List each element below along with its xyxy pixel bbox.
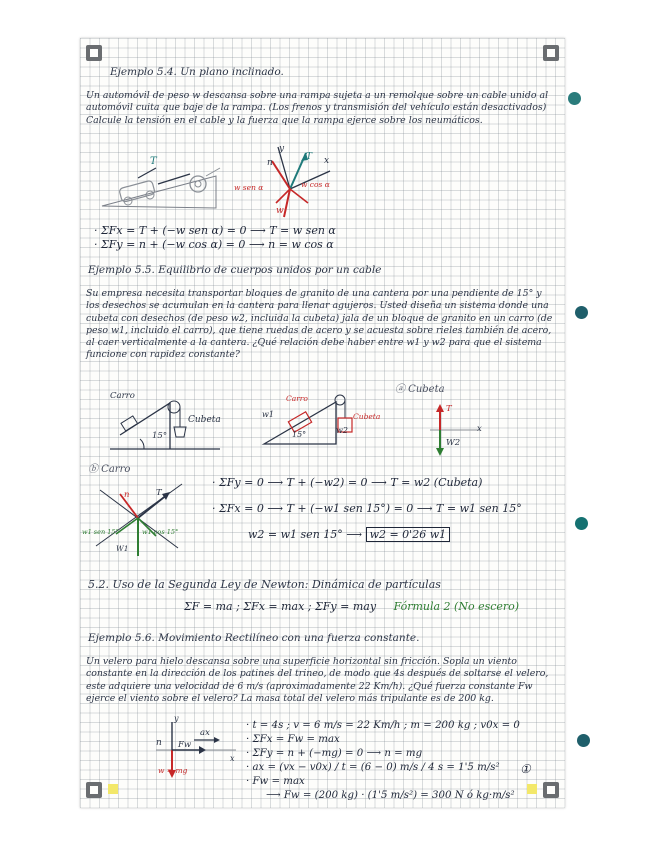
example-5-5-eq-fy: · ΣFy = 0 ⟶ T + (−w2) = 0 ⟶ T = w2 (Cubeta): [212, 476, 483, 489]
fbd-label-y: y: [279, 144, 285, 154]
section-5-2-title: 5.2. Uso de la Segunda Ley de Newton: Dinámica de partículas: [88, 578, 441, 591]
example-5-5-eq-fx: · ΣFx = 0 ⟶ T + (−w1 sen 15°) = 0 ⟶ T = w1 sen 15°: [212, 502, 522, 515]
example-5-6-result: ⟶ Fw = (200 kg) · (1'5 m/s²) = 300 N ó kg·m/s²: [266, 790, 515, 801]
corner-marker-top-right: [543, 45, 559, 61]
incline-label-carro: Carro: [286, 394, 308, 403]
car-ramp-sketch: [98, 146, 223, 218]
fbd-label-x: x: [324, 156, 330, 166]
sketch-label-angle: 15°: [152, 431, 168, 441]
fbd-carro-w1: W1: [116, 544, 129, 553]
example-5-4-statement: Un automóvil de peso w descansa sobre una rampa sujeta a un remolque sobre un cable unido al automóvil cuita que baje de la rampa. (Los frenos y transmisión del vehículo están desactivados) Calcule la tensión en el cable y la fuerza que la rampa ejerce sobre los neumáticos.: [86, 90, 549, 126]
fbd-label-wcos: w cos α: [301, 180, 330, 189]
formula-note: Fórmula 2 (No escero): [393, 600, 520, 613]
example-5-5-statement: Su empresa necesita transportar bloques de granito de una cantera por una pendiente de 15° y los desechos se acumulan en la cantera para llenar agujeros. Usted diseña un sistema donde una cubeta con desechos (de peso w2, incluida la cubeta) jala de un bloque de granito en un carro (de peso w1, incluido el carro), que tiene ruedas de acero y se acuesta sobre rieles también de acero, al caer verticalmente a la cantera. ¿Qué relación debe haber entre w1 y w2 para que el sistema funcione con rapidez constante?: [86, 288, 553, 361]
fbd-label-w: w: [276, 206, 284, 216]
yellow-marker: [108, 784, 118, 794]
punch-hole: [568, 92, 581, 105]
example-5-5-result-arrow: ⟶: [346, 528, 366, 541]
example-5-6-title: Ejemplo 5.6. Movimiento Rectilíneo con una fuerza constante.: [88, 632, 420, 644]
velero-label-ax: ax: [200, 728, 210, 738]
velero-label-w: w = mg: [158, 766, 188, 775]
fbd-label-n: n: [267, 158, 273, 168]
sketch-label-cubeta: Cubeta: [188, 415, 221, 425]
ramp-label-T: T: [150, 156, 157, 167]
fbd-cubeta: [424, 402, 484, 458]
example-5-4-eq-fx: · ΣFx = T + (−w sen α) = 0 ⟶ T = w sen α: [94, 224, 336, 237]
fbd-cubeta-title: ⓐ Cubeta: [395, 384, 445, 395]
incline-label-w1: w1: [262, 410, 274, 419]
example-5-6-statement: Un velero para hielo descansa sobre una superficie horizontal sin fricción. Sopla un viento constante en la dirección de los patines del trineo, de modo que 4s después de soltarse el velero, este adquiere una velocidad de 6 m/s (aproximadamente 22 Km/h). ¿Qué fuerza constante Fw ejerce el viento sobre el velero? La masa total del velero más tripulante es de 200 kg.: [86, 656, 549, 704]
example-5-4-eq-fy: · ΣFy = n + (−w cos α) = 0 ⟶ n = w cos α: [94, 238, 334, 251]
velero-label-y: y: [174, 714, 179, 723]
incline-label-w2: w2: [336, 426, 348, 435]
velero-label-n: n: [156, 738, 162, 748]
sketch-label-carro: Carro: [110, 391, 135, 401]
example-5-6-eq-ax: · ax = (vx − v0x) / t = (6 − 0) m/s / 4 s = 1'5 m/s²: [246, 762, 500, 773]
fbd-carro-title: ⓑ Carro: [88, 464, 131, 475]
fbd-cubeta-x: x: [477, 424, 482, 434]
example-5-6-eq-fx: · ΣFx = Fw = max: [246, 734, 340, 745]
newton-second-law-formula: ΣF = ma ; ΣFx = max ; ΣFy = may: [184, 600, 377, 613]
velero-label-Fw: Fw: [178, 740, 192, 750]
notebook-page: [80, 38, 565, 808]
fbd-carro-w1sen: w1 sen 15°: [82, 528, 119, 536]
example-5-6-data: · t = 4s ; v = 6 m/s = 22 Km/h ; m = 200 kg ; v0x = 0: [246, 720, 520, 731]
fbd-cubeta-w2: W2: [446, 438, 461, 448]
fbd-carro-w1cos: w1 cos 15°: [142, 528, 179, 536]
fbd-carro-T: T: [156, 488, 162, 498]
section-5-2-formula-line: [184, 600, 519, 613]
example-5-5-eq-ratio: [248, 528, 450, 541]
example-5-6-eq-fy: · ΣFy = n + (−mg) = 0 ⟶ n = mg: [246, 748, 423, 759]
example-5-6-eq-fw: · Fw = max: [246, 776, 305, 787]
punch-hole: [577, 734, 590, 747]
incline-label-cubeta: Cubeta: [353, 412, 381, 421]
incline-label-angle: 15°: [292, 430, 307, 439]
corner-marker-top-left: [86, 45, 102, 61]
punch-hole: [575, 517, 588, 530]
corner-marker-bottom-left: [86, 782, 102, 798]
fbd-cubeta-T: T: [446, 404, 452, 414]
free-body-diagram-ramp: [248, 141, 348, 221]
example-5-5-title: Ejemplo 5.5. Equilibrio de cuerpos unidos por un cable: [88, 264, 382, 276]
fbd-label-wsen: w sen α: [234, 183, 264, 192]
example-5-4-title: Ejemplo 5.4. Un plano inclinado.: [110, 66, 284, 78]
page-number: ①: [520, 762, 531, 776]
punch-hole: [575, 306, 588, 319]
velero-label-x: x: [230, 754, 235, 763]
corner-marker-bottom-right: [543, 782, 559, 798]
yellow-marker: [527, 784, 537, 794]
example-5-5-result: w2 = 0'26 w1: [366, 527, 451, 542]
fbd-carro: [90, 476, 190, 560]
fbd-carro-n: n: [124, 490, 130, 500]
fbd-label-T: T: [306, 152, 313, 162]
example-5-5-ratio-text: w2 = w1 sen 15°: [248, 528, 343, 541]
